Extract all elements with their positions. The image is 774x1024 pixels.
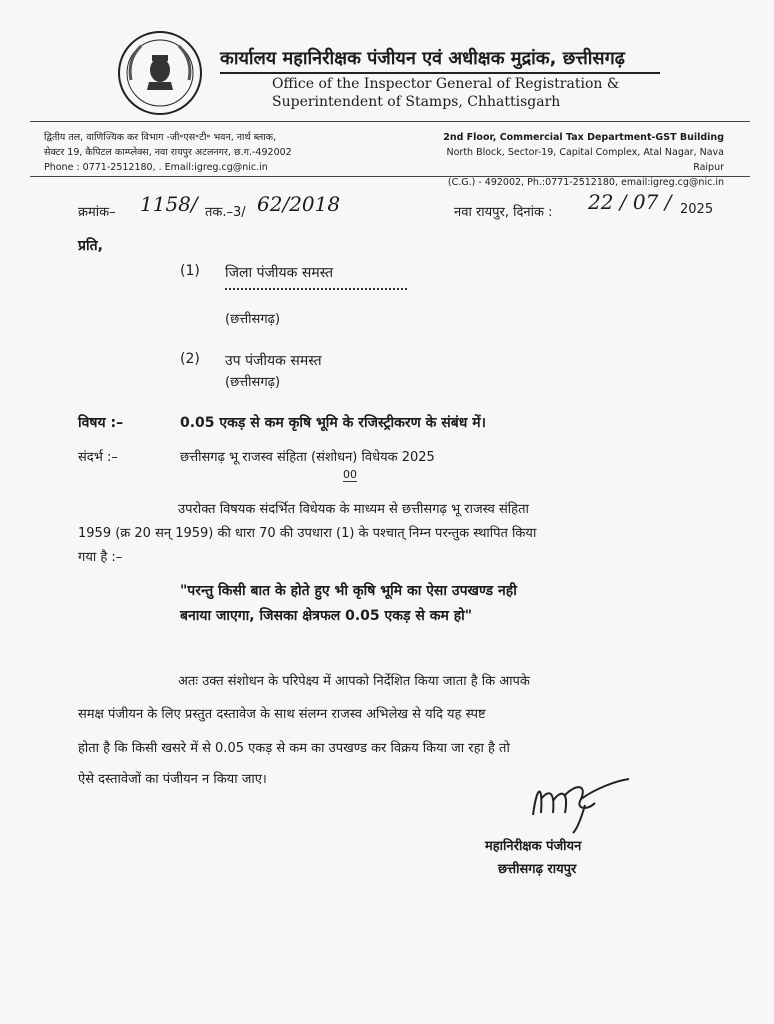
separator-mark: 00 (343, 468, 357, 481)
office-title-hindi: कार्यालय महानिरीक्षक पंजीयन एवं अधीक्षक मुद्रांक, छत्तीसगढ़ (220, 48, 625, 69)
header-divider-bottom (30, 176, 750, 177)
address-hindi-line1: द्वितीय तल, वाणिज्यिक कर विभाग -जी॰एस॰टी॰ भवन, नार्थ ब्लाक, (44, 132, 277, 143)
sandarbh-text: छत्तीसगढ़ भू राजस्व संहिता (संशोधन) विधेयक 2025 (180, 450, 435, 465)
dotted-line (225, 288, 407, 290)
subject-label: विषय :– (78, 415, 124, 431)
office-title-english-line1: Office of the Inspector General of Registration & (272, 76, 620, 92)
recipient-2-state: (छत्तीसगढ़) (225, 375, 281, 390)
recipient-1-state: (छत्तीसगढ़) (225, 312, 281, 327)
tak-number-handwritten: 62/2018 (257, 192, 341, 216)
para1-line2: 1959 (क्र 20 सन् 1959) की धारा 70 की उपधारा (1) के पश्चात् निम्न परन्तुक स्थापित किया (78, 526, 537, 541)
address-english-line2: North Block, Sector-19, Capital Complex, Atal Nagar, Nava Raipur (446, 147, 724, 173)
address-contact-line: Phone : 0771-2512180, . Email:igreg.cg@nic.in (44, 162, 268, 173)
para2-line4: ऐसे दस्तावेजों का पंजीयन न किया जाए। (78, 772, 267, 787)
header-divider-top (30, 121, 750, 122)
address-english (436, 130, 724, 190)
proviso-quote-line1: "परन्तु किसी बात के होते हुए भी कृषि भूमि का ऐसा उपखण्ड नही (180, 583, 517, 599)
date-year: 2025 (680, 202, 714, 217)
signatory-location: छत्तीसगढ़ रायपुर (498, 862, 577, 877)
title-underline (220, 72, 660, 74)
place-date-label: नवा रायपुर, दिनांक : (454, 205, 553, 220)
address-english-line1: 2nd Floor, Commercial Tax Department-GST Building (443, 132, 724, 143)
subject-text: 0.05 एकड़ से कम कृषि भूमि के रजिस्ट्रीकरण के संबंध में। (180, 415, 486, 431)
date-handwritten: 22 / 07 / (588, 190, 672, 214)
recipient-1-name: जिला पंजीयक समस्त (225, 265, 334, 281)
state-emblem-seal (117, 30, 203, 116)
para1-line3: गया है :– (78, 550, 123, 565)
recipient-2-number: (2) (180, 351, 200, 367)
recipient-1-number: (1) (180, 263, 200, 279)
para2-line3: होता है कि किसी खसरे में से 0.05 एकड़ से कम का उपखण्ड कर विक्रय किया जा रहा है तो (78, 741, 510, 756)
para2-line1: अतः उक्त संशोधन के परिपेक्ष्य में आपको निर्देशित किया जाता है कि आपके (178, 674, 530, 689)
recipient-2-name: उप पंजीयक समस्त (225, 353, 322, 369)
kramank-number-handwritten: 1158/ (140, 192, 198, 216)
address-hindi (44, 130, 292, 175)
tak-label: तक.–3/ (205, 205, 246, 220)
address-english-line3: (C.G.) - 492002, Ph.:0771-2512180, email:igreg.cg@nic.in (447, 177, 724, 188)
office-title-english-line2: Superintendent of Stamps, Chhattisgarh (272, 94, 561, 110)
para1-line1: उपरोक्त विषयक संदर्भित विधेयक के माध्यम से छत्तीसगढ़ भू राजस्व संहिता (178, 502, 529, 517)
kramank-label: क्रमांक– (78, 205, 116, 220)
prati-label: प्रति, (78, 238, 103, 254)
sandarbh-label: संदर्भ :– (78, 450, 118, 465)
handwritten-signature (525, 775, 635, 835)
para2-line2: समक्ष पंजीयन के लिए प्रस्तुत दस्तावेज के साथ संलग्न राजस्व अभिलेख से यदि यह स्पष्ट (78, 707, 486, 722)
signatory-designation: महानिरीक्षक पंजीयन (485, 839, 582, 854)
proviso-quote-line2: बनाया जाएगा, जिसका क्षेत्रफल 0.05 एकड़ से कम हो" (180, 608, 473, 624)
address-hindi-line2: सेक्टर 19, कैपिटल काम्प्लेक्स, नवा रायपुर अटलनगर, छ.ग.-492002 (44, 147, 292, 158)
